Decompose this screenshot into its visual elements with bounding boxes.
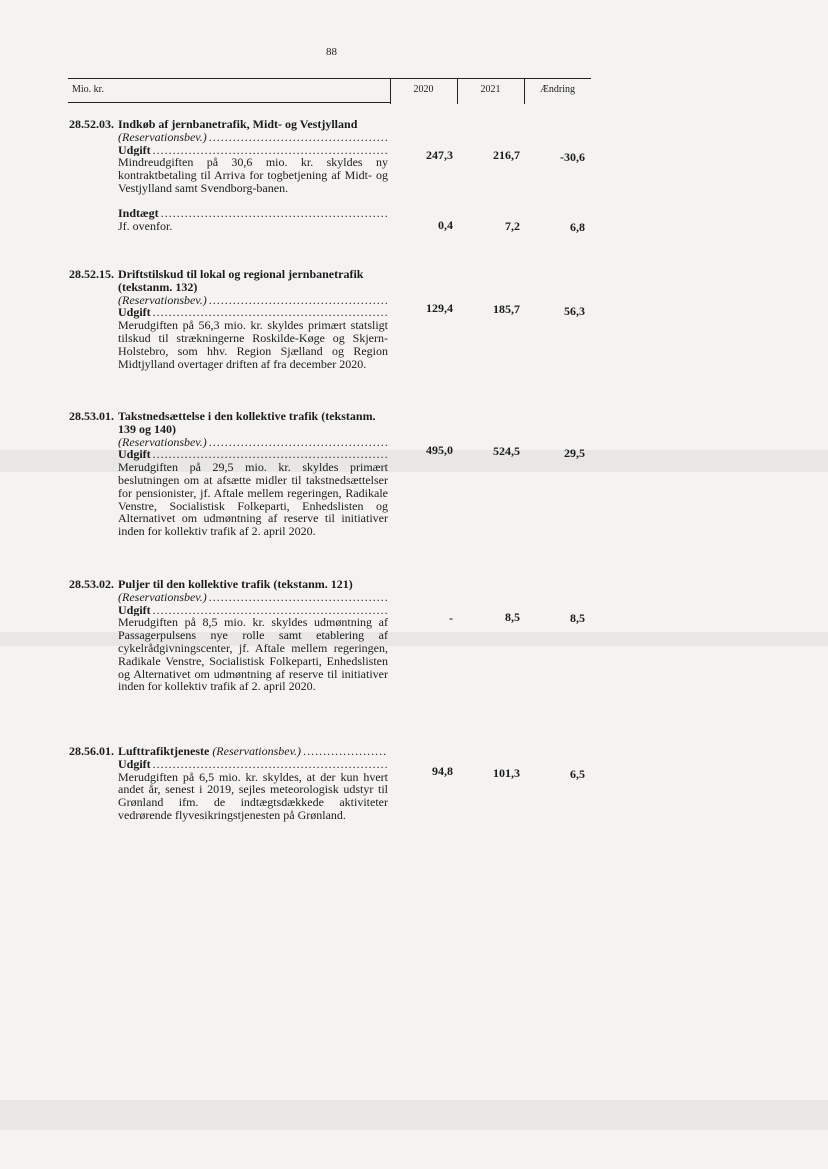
item-label: Udgift: [118, 448, 151, 462]
account-code: 28.52.03.: [69, 117, 114, 131]
value-change: 29,5: [564, 446, 585, 460]
unit-label: Mio. kr.: [72, 84, 104, 95]
value-2021: 101,3: [493, 766, 520, 780]
value-2021: 185,7: [493, 302, 520, 316]
entry-title: Takstnedsættelse i den kollektive trafik (tekstanm. 139 og 140): [118, 409, 376, 436]
entry-title: Lufttrafiktjeneste: [118, 745, 210, 758]
value-2020: 0,4: [438, 218, 453, 232]
value-change: 8,5: [570, 611, 585, 625]
value-2021: 8,5: [505, 610, 520, 624]
value-2020: 495,0: [426, 443, 453, 457]
item-label: Udgift: [118, 757, 151, 771]
item-description: Mindreudgiften på 30,6 mio. kr. skyldes ny kontraktbetaling til Arriva for togbetjening af Midt- og Vestjylland samt Svendborg-banen.: [118, 155, 388, 195]
value-2020: -: [449, 611, 453, 625]
item-description: Merudgiften på 56,3 mio. kr. skyldes primært statsligt tilskud til strækningerne Roskilde-Køge og Skjern-Holstebro, som hhv. Region Sjælland og Region Midtjylland overtager driften af fra december 2020.: [118, 318, 388, 371]
entry-text: [118, 118, 388, 232]
entry-text: [118, 410, 388, 538]
value-2020: 129,4: [426, 301, 453, 315]
value-change: 6,8: [570, 220, 585, 234]
item-description: Jf. ovenfor.: [118, 218, 173, 233]
item-description: Merudgiften på 29,5 mio. kr. skyldes primært beslutningen om at afsætte midler til takstnedsættelser for pensionister, jf. Aftale mellem regeringen, Radikale Venstre, Socialistisk Folkeparti, Enhedslisten og Alternativet om udmøntning af reserve til initiativer inden for kollektiv trafik af 2. april 2020.: [118, 460, 388, 539]
value-2021: 524,5: [493, 444, 520, 458]
value-change: 6,5: [570, 767, 585, 781]
item-label: Indtægt: [118, 206, 159, 220]
page-number: 88: [326, 46, 337, 58]
account-code: 28.52.15.: [69, 267, 114, 281]
entry-text: [118, 745, 388, 822]
value-2020: 247,3: [426, 148, 453, 162]
entry-title: Driftstilskud til lokal og regional jernbanetrafik (tekstanm. 132): [118, 268, 364, 294]
entry-subtitle: (Reservationsbev.): [118, 293, 207, 307]
value-change: -30,6: [560, 150, 585, 164]
table-header: [68, 78, 591, 104]
column-2020-header: 2020: [413, 84, 434, 95]
entry-title: Puljer til den kollektive trafik (tekstanm. 121): [118, 577, 353, 591]
entry-subtitle: (Reservationsbev.): [118, 130, 207, 144]
item-description: Merudgiften på 6,5 mio. kr. skyldes, at der kun hvert andet år, senest i 2019, sejles meteorologisk udstyr til Grønland ifm. de indtægtsdækkede aktiviteter vedrørende flyvesikringstjenesten på Grønland.: [118, 769, 388, 822]
header-rule: [68, 102, 390, 103]
item-label: Udgift: [118, 143, 151, 157]
column-2021-header: 2021: [480, 84, 501, 95]
entry-subtitle: (Reservationsbev.): [212, 745, 302, 758]
entry-subtitle: (Reservationsbev.): [118, 590, 207, 604]
account-code: 28.56.01.: [69, 744, 114, 758]
entry-text: [118, 268, 388, 370]
account-code: 28.53.02.: [69, 577, 114, 591]
item-description: Merudgiften på 8,5 mio. kr. skyldes udmøntning af Passagerpulsens nye rolle samt etablering af cykelrådgivningscenter, jf. Aftale mellem regeringen, Radikale Venstre, Socialistisk Folkeparti, Enhedslisten og Alternativet om udmøntning af reserve til initiativer inden for kollektiv trafik af 2. april 2020.: [118, 615, 388, 694]
entry-title: Indkøb af jernbanetrafik, Midt- og Vestjylland: [118, 117, 358, 131]
scan-artifact: [0, 1100, 828, 1130]
value-2021: 216,7: [493, 148, 520, 162]
value-2021: 7,2: [505, 219, 520, 233]
value-change: 56,3: [564, 304, 585, 318]
entry-subtitle: (Reservationsbev.): [118, 435, 207, 449]
value-2020: 94,8: [432, 764, 453, 778]
item-label: Udgift: [118, 603, 151, 617]
column-change-header: Ændring: [540, 84, 575, 95]
entry-text: [118, 578, 388, 693]
item-label: Udgift: [118, 306, 151, 320]
account-code: 28.53.01.: [69, 409, 114, 423]
